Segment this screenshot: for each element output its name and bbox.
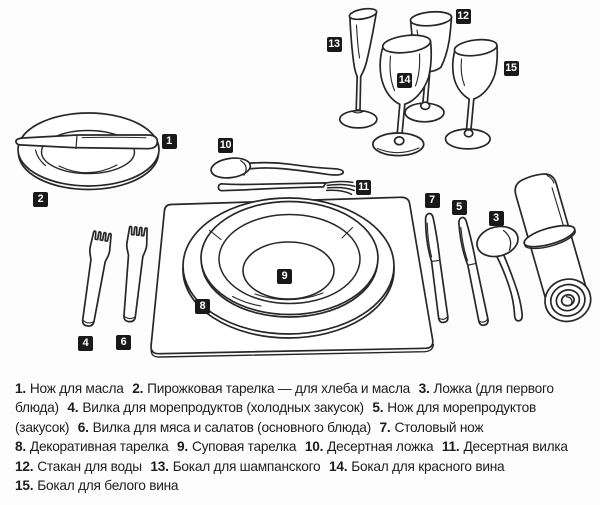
legend-item: 11. Десертная вилка: [441, 439, 568, 455]
champagne-flute: [340, 7, 378, 128]
marker-soup-spoon: 3: [489, 211, 504, 226]
legend-item: 5. Нож для морепродуктов (закусок): [15, 400, 537, 435]
legend-item: 8. Декоративная тарелка: [15, 439, 169, 455]
white-wine-glass: [446, 37, 498, 148]
table-knife: [424, 213, 448, 324]
legend-item: 9. Суповая тарелка: [177, 439, 297, 455]
marker-table-knife: 7: [425, 193, 440, 208]
dessert-fork: [218, 181, 354, 194]
marker-red-wine-glass: 14: [398, 73, 411, 86]
legend-item: 10. Десертная ложка: [304, 439, 434, 455]
marker-dessert-spoon: 10: [219, 139, 232, 151]
legend-item: 13. Бокал для шампанского: [150, 458, 321, 474]
legend-item: 3. Ложка (для первого блюда): [15, 381, 554, 416]
legend-item: 6. Вилка для мяса и салатов (основного блюда): [77, 419, 371, 435]
marker-dessert-fork: 11: [356, 180, 371, 195]
legend-item: 12. Стакан для воды: [15, 458, 142, 474]
legend-item: 4. Вилка для морепродуктов (холодных закусок): [67, 400, 364, 416]
red-wine-glass: [373, 33, 432, 156]
legend-item: 15. Бокал для белого вина: [15, 478, 179, 494]
seafood-fork: [78, 231, 112, 328]
legend-item: 1. Нож для масла: [15, 381, 124, 396]
marker-meat-fork: 6: [116, 335, 131, 350]
dessert-spoon: [210, 156, 343, 181]
legend-item: 7. Столовый нож: [379, 419, 484, 435]
marker-bread-plate: 2: [33, 192, 48, 207]
meat-fork: [119, 226, 148, 322]
marker-champagne-flute: 13: [328, 37, 340, 50]
legend-item: 14. Бокал для красного вина: [328, 458, 505, 474]
legend-item: 2. Пирожковая тарелка — для хлеба и масла: [132, 381, 411, 396]
marker-butter-knife: 1: [162, 134, 177, 149]
marker-soup-plate: 9: [277, 269, 292, 284]
marker-seafood-knife: 5: [452, 200, 467, 215]
marker-decorative-plate: 8: [195, 299, 210, 314]
legend: [15, 379, 581, 495]
marker-seafood-fork: 4: [78, 336, 93, 351]
bread-plate: [18, 113, 159, 190]
marker-water-glass: 12: [457, 9, 469, 22]
marker-white-wine-glass: 15: [505, 62, 517, 74]
